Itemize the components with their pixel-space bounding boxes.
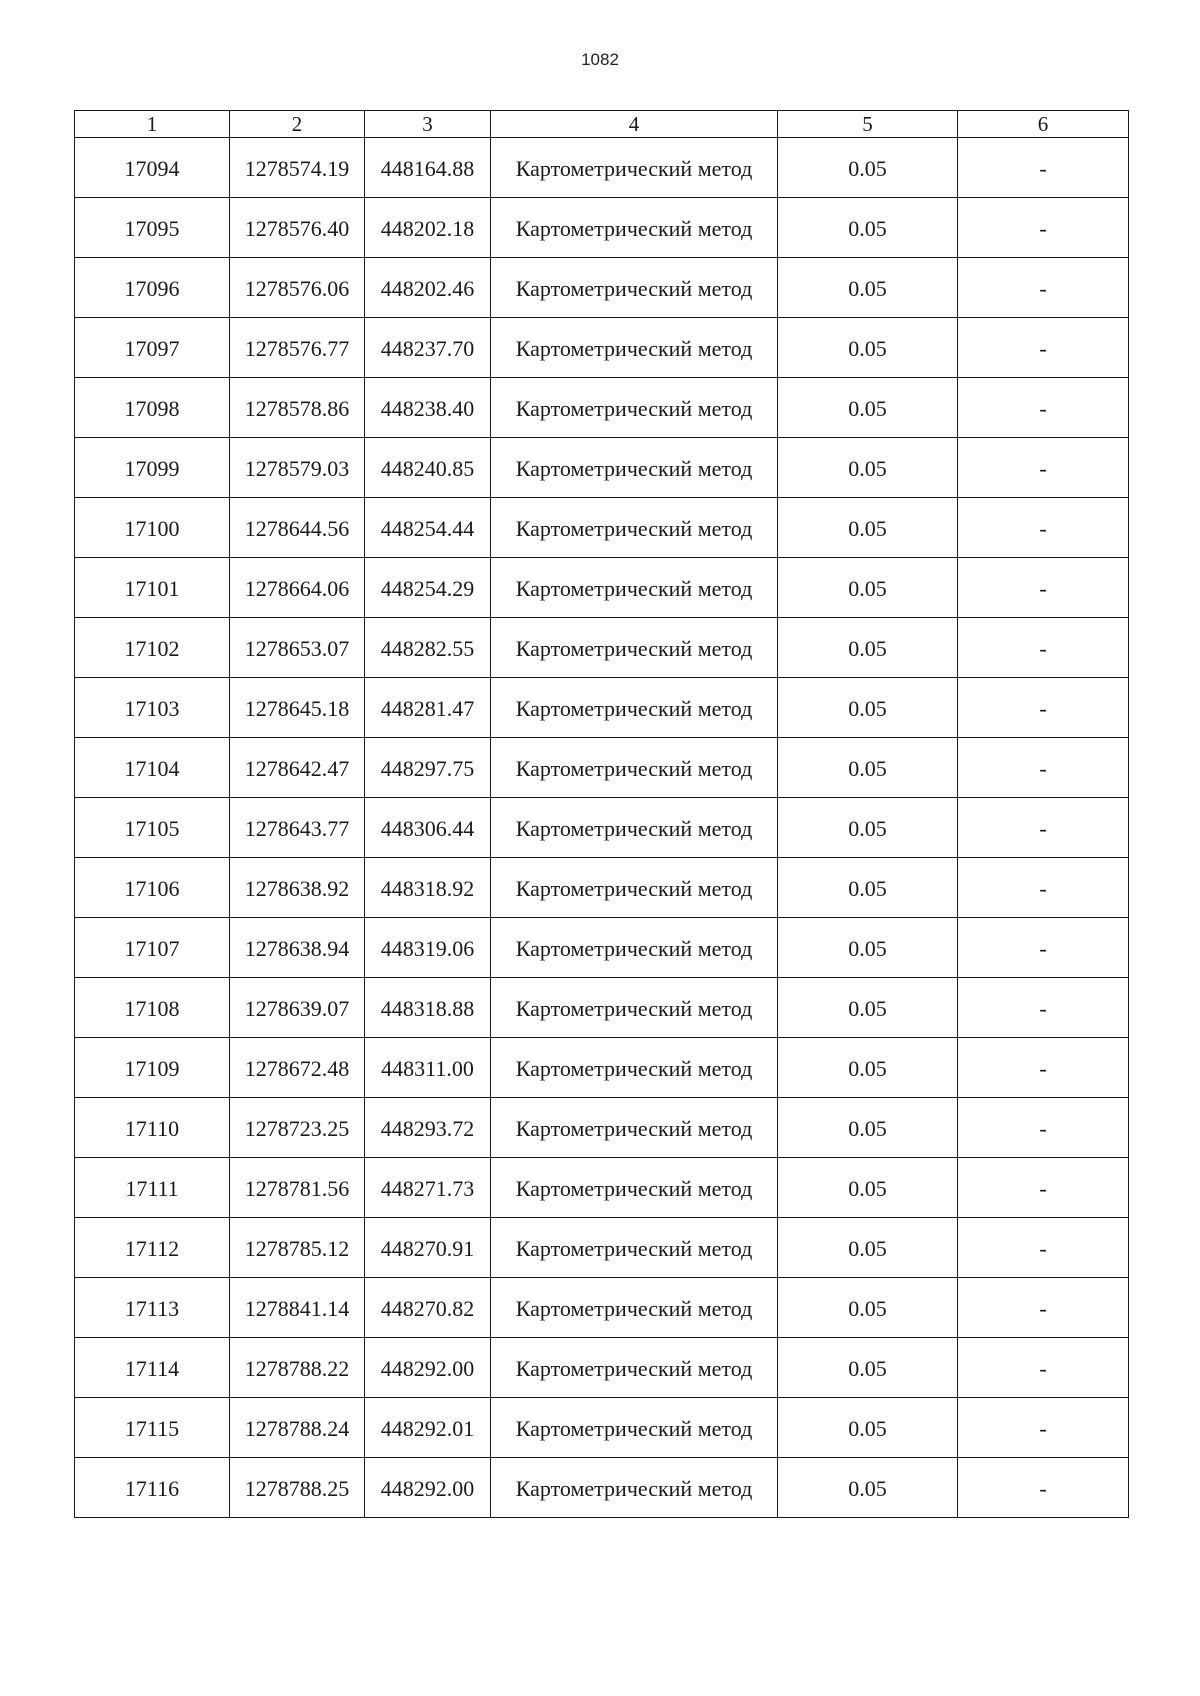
x-coordinate-cell: 1278644.56 (230, 498, 365, 558)
point-number-cell: 17111 (75, 1158, 230, 1218)
method-cell: Картометрический метод (491, 978, 778, 1038)
note-cell: - (958, 378, 1129, 438)
method-cell: Картометрический метод (491, 798, 778, 858)
table-row (75, 138, 1129, 198)
table-row (75, 438, 1129, 498)
accuracy-cell: 0.05 (778, 378, 958, 438)
x-coordinate-cell: 1278576.40 (230, 198, 365, 258)
note-cell: - (958, 1338, 1129, 1398)
table-row (75, 318, 1129, 378)
x-coordinate-cell: 1278578.86 (230, 378, 365, 438)
column-header: 3 (365, 111, 491, 138)
method-cell: Картометрический метод (491, 618, 778, 678)
note-cell: - (958, 1278, 1129, 1338)
method-cell: Картометрический метод (491, 438, 778, 498)
method-cell: Картометрический метод (491, 1398, 778, 1458)
y-coordinate-cell: 448292.00 (365, 1338, 491, 1398)
table-row (75, 1458, 1129, 1518)
method-cell: Картометрический метод (491, 258, 778, 318)
x-coordinate-cell: 1278574.19 (230, 138, 365, 198)
y-coordinate-cell: 448270.91 (365, 1218, 491, 1278)
y-coordinate-cell: 448238.40 (365, 378, 491, 438)
accuracy-cell: 0.05 (778, 1338, 958, 1398)
table-row (75, 498, 1129, 558)
point-number-cell: 17114 (75, 1338, 230, 1398)
table-body (75, 138, 1129, 1518)
method-cell: Картометрический метод (491, 678, 778, 738)
table-row (75, 678, 1129, 738)
accuracy-cell: 0.05 (778, 1218, 958, 1278)
note-cell: - (958, 1098, 1129, 1158)
note-cell: - (958, 798, 1129, 858)
x-coordinate-cell: 1278638.94 (230, 918, 365, 978)
point-number-cell: 17095 (75, 198, 230, 258)
note-cell: - (958, 258, 1129, 318)
accuracy-cell: 0.05 (778, 1398, 958, 1458)
x-coordinate-cell: 1278653.07 (230, 618, 365, 678)
accuracy-cell: 0.05 (778, 138, 958, 198)
x-coordinate-cell: 1278643.77 (230, 798, 365, 858)
coordinates-table (74, 110, 1129, 1518)
y-coordinate-cell: 448202.46 (365, 258, 491, 318)
accuracy-cell: 0.05 (778, 1038, 958, 1098)
table-row (75, 1038, 1129, 1098)
point-number-cell: 17105 (75, 798, 230, 858)
point-number-cell: 17113 (75, 1278, 230, 1338)
y-coordinate-cell: 448281.47 (365, 678, 491, 738)
point-number-cell: 17112 (75, 1218, 230, 1278)
x-coordinate-cell: 1278788.25 (230, 1458, 365, 1518)
point-number-cell: 17098 (75, 378, 230, 438)
y-coordinate-cell: 448270.82 (365, 1278, 491, 1338)
table-row (75, 858, 1129, 918)
point-number-cell: 17116 (75, 1458, 230, 1518)
accuracy-cell: 0.05 (778, 618, 958, 678)
accuracy-cell: 0.05 (778, 1458, 958, 1518)
accuracy-cell: 0.05 (778, 318, 958, 378)
column-header: 2 (230, 111, 365, 138)
y-coordinate-cell: 448311.00 (365, 1038, 491, 1098)
point-number-cell: 17107 (75, 918, 230, 978)
table-row (75, 1098, 1129, 1158)
method-cell: Картометрический метод (491, 498, 778, 558)
table-row (75, 258, 1129, 318)
table-row (75, 1158, 1129, 1218)
accuracy-cell: 0.05 (778, 198, 958, 258)
point-number-cell: 17099 (75, 438, 230, 498)
y-coordinate-cell: 448164.88 (365, 138, 491, 198)
table-row (75, 558, 1129, 618)
note-cell: - (958, 1458, 1129, 1518)
method-cell: Картометрический метод (491, 918, 778, 978)
x-coordinate-cell: 1278642.47 (230, 738, 365, 798)
page-number: 1082 (581, 50, 619, 69)
column-header: 4 (491, 111, 778, 138)
table-row (75, 798, 1129, 858)
x-coordinate-cell: 1278723.25 (230, 1098, 365, 1158)
y-coordinate-cell: 448293.72 (365, 1098, 491, 1158)
method-cell: Картометрический метод (491, 1278, 778, 1338)
accuracy-cell: 0.05 (778, 738, 958, 798)
point-number-cell: 17102 (75, 618, 230, 678)
accuracy-cell: 0.05 (778, 1098, 958, 1158)
method-cell: Картометрический метод (491, 1098, 778, 1158)
accuracy-cell: 0.05 (778, 858, 958, 918)
column-header: 1 (75, 111, 230, 138)
point-number-cell: 17109 (75, 1038, 230, 1098)
y-coordinate-cell: 448271.73 (365, 1158, 491, 1218)
y-coordinate-cell: 448254.29 (365, 558, 491, 618)
y-coordinate-cell: 448318.92 (365, 858, 491, 918)
accuracy-cell: 0.05 (778, 438, 958, 498)
note-cell: - (958, 918, 1129, 978)
note-cell: - (958, 1398, 1129, 1458)
x-coordinate-cell: 1278664.06 (230, 558, 365, 618)
x-coordinate-cell: 1278638.92 (230, 858, 365, 918)
note-cell: - (958, 738, 1129, 798)
y-coordinate-cell: 448240.85 (365, 438, 491, 498)
y-coordinate-cell: 448282.55 (365, 618, 491, 678)
table-row (75, 978, 1129, 1038)
y-coordinate-cell: 448318.88 (365, 978, 491, 1038)
accuracy-cell: 0.05 (778, 678, 958, 738)
column-header: 6 (958, 111, 1129, 138)
y-coordinate-cell: 448297.75 (365, 738, 491, 798)
note-cell: - (958, 318, 1129, 378)
table-row (75, 918, 1129, 978)
note-cell: - (958, 858, 1129, 918)
method-cell: Картометрический метод (491, 1338, 778, 1398)
x-coordinate-cell: 1278576.77 (230, 318, 365, 378)
note-cell: - (958, 978, 1129, 1038)
x-coordinate-cell: 1278579.03 (230, 438, 365, 498)
x-coordinate-cell: 1278645.18 (230, 678, 365, 738)
method-cell: Картометрический метод (491, 198, 778, 258)
point-number-cell: 17097 (75, 318, 230, 378)
point-number-cell: 17096 (75, 258, 230, 318)
point-number-cell: 17103 (75, 678, 230, 738)
x-coordinate-cell: 1278788.22 (230, 1338, 365, 1398)
x-coordinate-cell: 1278785.12 (230, 1218, 365, 1278)
accuracy-cell: 0.05 (778, 1278, 958, 1338)
point-number-cell: 17094 (75, 138, 230, 198)
point-number-cell: 17101 (75, 558, 230, 618)
header-row (75, 111, 1129, 138)
table-header (75, 111, 1129, 138)
note-cell: - (958, 498, 1129, 558)
x-coordinate-cell: 1278841.14 (230, 1278, 365, 1338)
y-coordinate-cell: 448292.00 (365, 1458, 491, 1518)
table-row (75, 198, 1129, 258)
note-cell: - (958, 558, 1129, 618)
y-coordinate-cell: 448319.06 (365, 918, 491, 978)
accuracy-cell: 0.05 (778, 978, 958, 1038)
note-cell: - (958, 1158, 1129, 1218)
y-coordinate-cell: 448292.01 (365, 1398, 491, 1458)
table-row (75, 1338, 1129, 1398)
method-cell: Картометрический метод (491, 378, 778, 438)
table-row (75, 378, 1129, 438)
note-cell: - (958, 138, 1129, 198)
point-number-cell: 17100 (75, 498, 230, 558)
point-number-cell: 17108 (75, 978, 230, 1038)
x-coordinate-cell: 1278576.06 (230, 258, 365, 318)
table-row (75, 738, 1129, 798)
x-coordinate-cell: 1278639.07 (230, 978, 365, 1038)
y-coordinate-cell: 448306.44 (365, 798, 491, 858)
accuracy-cell: 0.05 (778, 558, 958, 618)
accuracy-cell: 0.05 (778, 798, 958, 858)
note-cell: - (958, 1038, 1129, 1098)
accuracy-cell: 0.05 (778, 918, 958, 978)
method-cell: Картометрический метод (491, 138, 778, 198)
note-cell: - (958, 198, 1129, 258)
accuracy-cell: 0.05 (778, 1158, 958, 1218)
method-cell: Картометрический метод (491, 1218, 778, 1278)
note-cell: - (958, 618, 1129, 678)
y-coordinate-cell: 448202.18 (365, 198, 491, 258)
method-cell: Картометрический метод (491, 738, 778, 798)
point-number-cell: 17110 (75, 1098, 230, 1158)
point-number-cell: 17106 (75, 858, 230, 918)
note-cell: - (958, 438, 1129, 498)
point-number-cell: 17104 (75, 738, 230, 798)
table-row (75, 618, 1129, 678)
column-header: 5 (778, 111, 958, 138)
method-cell: Картометрический метод (491, 1158, 778, 1218)
method-cell: Картометрический метод (491, 858, 778, 918)
note-cell: - (958, 1218, 1129, 1278)
x-coordinate-cell: 1278788.24 (230, 1398, 365, 1458)
method-cell: Картометрический метод (491, 1458, 778, 1518)
method-cell: Картометрический метод (491, 558, 778, 618)
y-coordinate-cell: 448254.44 (365, 498, 491, 558)
note-cell: - (958, 678, 1129, 738)
table-row (75, 1218, 1129, 1278)
x-coordinate-cell: 1278672.48 (230, 1038, 365, 1098)
method-cell: Картометрический метод (491, 318, 778, 378)
x-coordinate-cell: 1278781.56 (230, 1158, 365, 1218)
point-number-cell: 17115 (75, 1398, 230, 1458)
accuracy-cell: 0.05 (778, 258, 958, 318)
y-coordinate-cell: 448237.70 (365, 318, 491, 378)
table-row (75, 1398, 1129, 1458)
accuracy-cell: 0.05 (778, 498, 958, 558)
table-row (75, 1278, 1129, 1338)
method-cell: Картометрический метод (491, 1038, 778, 1098)
